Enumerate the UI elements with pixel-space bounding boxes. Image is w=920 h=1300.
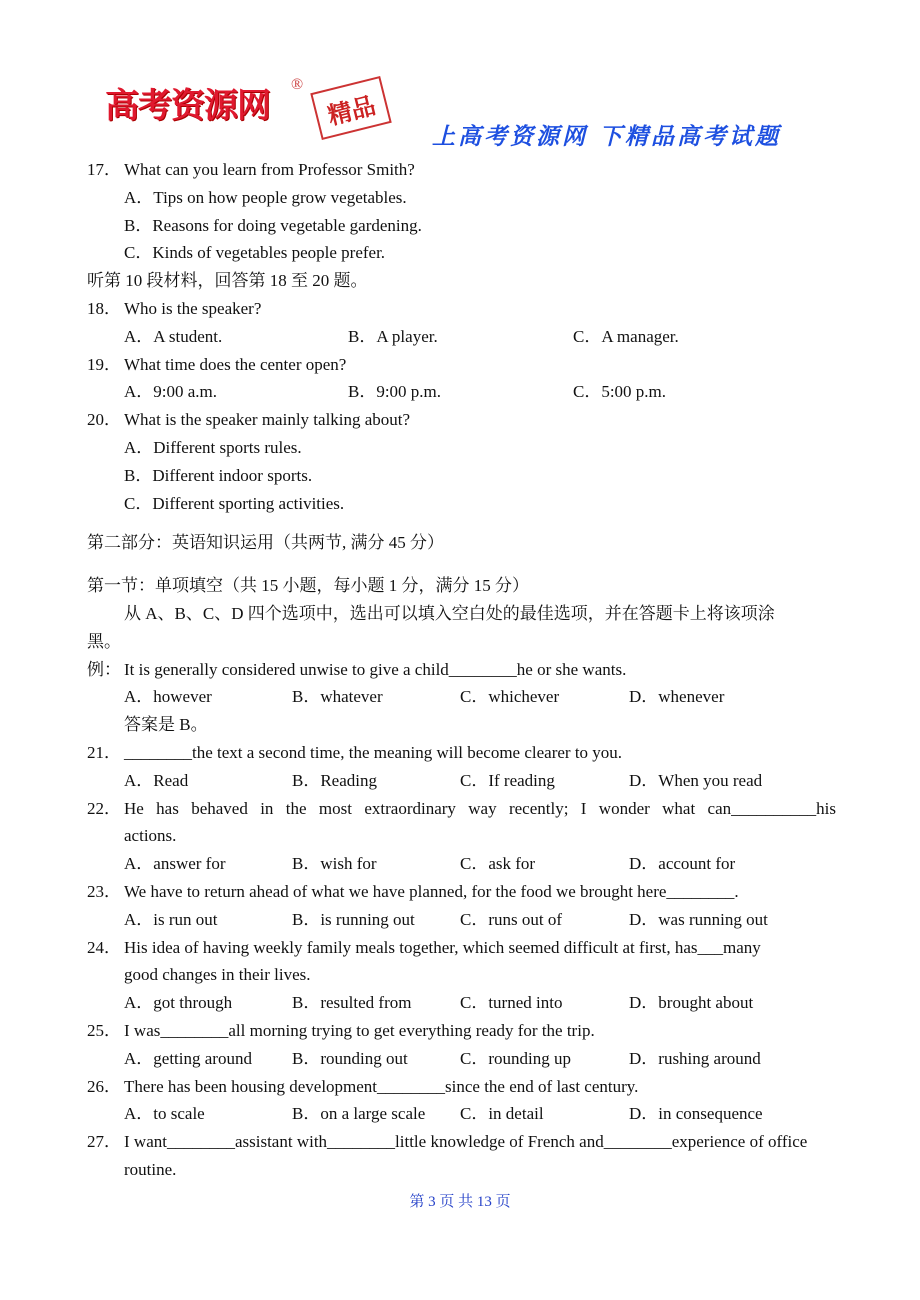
instruction-line bbox=[87, 628, 887, 656]
question-16 bbox=[87, 1073, 887, 1129]
header-slogan: 上高考资源网 下精品高考试题 bbox=[432, 124, 782, 150]
question-text: ________the text a second time, the meaning will become clearer to you. bbox=[124, 742, 623, 762]
question-number: 17． bbox=[87, 160, 121, 179]
options-row bbox=[87, 683, 887, 711]
question-number: 26． bbox=[87, 1076, 121, 1096]
question-line bbox=[87, 1128, 887, 1156]
options-row bbox=[87, 906, 887, 934]
question-line bbox=[87, 822, 887, 850]
answer-option: C．turned into bbox=[460, 993, 563, 1013]
answer-option: B．rounding out bbox=[292, 1048, 408, 1068]
instruction-line bbox=[87, 572, 887, 600]
answer-option: B．Different indoor sports. bbox=[124, 465, 313, 485]
question-text: actions. bbox=[124, 826, 177, 846]
answer-option: A．9:00 a.m. bbox=[124, 382, 218, 402]
question-text: routine. bbox=[124, 1159, 177, 1179]
question-text: Who is the speaker? bbox=[124, 298, 262, 318]
question-0 bbox=[87, 156, 887, 267]
question-number: 24． bbox=[87, 937, 121, 957]
answer-option: C．A manager. bbox=[573, 326, 679, 346]
instruction-text: 第二部分：英语知识运用（共两节, 满分 45 分） bbox=[87, 533, 444, 553]
answer-option: C．ask for bbox=[460, 854, 536, 874]
answer-option: C．whichever bbox=[460, 687, 560, 707]
question-text: I want________assistant with________little knowledge of French and________experience of office bbox=[124, 1132, 808, 1152]
options-row bbox=[87, 767, 887, 795]
answer-option: D．account for bbox=[629, 854, 736, 874]
instruction-text: 答案是 B。 bbox=[124, 715, 208, 735]
answer-option: D．whenever bbox=[629, 687, 725, 707]
answer-option: C．5:00 p.m. bbox=[573, 382, 667, 402]
answer-option: B．is running out bbox=[292, 909, 415, 929]
question-15 bbox=[87, 1017, 887, 1073]
answer-option: D．in consequence bbox=[629, 1104, 763, 1124]
answer-option: A．answer for bbox=[124, 854, 226, 874]
question-line bbox=[87, 656, 887, 684]
question-line bbox=[87, 934, 887, 962]
answer-option: B．wish for bbox=[292, 854, 377, 874]
question-text: It is generally considered unwise to give a child________he or she wants. bbox=[124, 659, 627, 679]
answer-option: B．on a large scale bbox=[292, 1104, 426, 1124]
question-text: What time does the center open? bbox=[124, 354, 347, 374]
page-footer: 第 3 页 共 13 页 bbox=[409, 1194, 511, 1210]
question-line bbox=[87, 878, 887, 906]
option-line bbox=[87, 212, 887, 240]
question-number: 19． bbox=[87, 354, 121, 374]
question-number: 21． bbox=[87, 742, 121, 762]
question-line bbox=[87, 1156, 887, 1184]
question-number: 23． bbox=[87, 881, 121, 901]
options-row bbox=[87, 850, 887, 878]
question-2 bbox=[87, 295, 887, 351]
instruction-line bbox=[87, 267, 887, 295]
answer-option: D．brought about bbox=[629, 993, 754, 1013]
options-row bbox=[87, 1100, 887, 1128]
answer-option: C．rounding up bbox=[460, 1048, 571, 1068]
answer-option: A．getting around bbox=[124, 1048, 252, 1068]
answer-option: B．resulted from bbox=[292, 993, 412, 1013]
question-line bbox=[87, 739, 887, 767]
registered-mark: ® bbox=[291, 76, 304, 93]
exam-content bbox=[87, 156, 887, 1184]
question-number: 18． bbox=[87, 298, 121, 318]
instruction-text: 黑。 bbox=[87, 631, 121, 651]
question-text: His idea of having weekly family meals together, which seemed difficult at first, has___many bbox=[124, 937, 761, 957]
answer-option: D．rushing around bbox=[629, 1048, 761, 1068]
question-text: There has been housing development________since the end of last century. bbox=[124, 1076, 639, 1096]
answer-option: B．Reasons for doing vegetable gardening. bbox=[124, 215, 422, 235]
instruction-text: 听第 10 段材料，回答第 18 至 20 题。 bbox=[87, 271, 368, 291]
option-line bbox=[87, 490, 887, 518]
question-9 bbox=[87, 656, 887, 712]
instruction-line bbox=[87, 711, 887, 739]
question-number: 27． bbox=[87, 1132, 121, 1152]
answer-option: A．however bbox=[124, 687, 212, 707]
answer-option: B．whatever bbox=[292, 687, 383, 707]
options-row bbox=[87, 323, 887, 351]
question-number: 例： bbox=[87, 659, 121, 679]
answer-option: C．runs out of bbox=[460, 909, 562, 929]
question-text: I was________all morning trying to get everything ready for the trip. bbox=[124, 1020, 595, 1040]
question-17 bbox=[87, 1128, 887, 1184]
answer-option: C．in detail bbox=[460, 1104, 544, 1124]
question-line bbox=[87, 351, 887, 379]
question-line bbox=[87, 795, 887, 823]
question-number: 20． bbox=[87, 410, 121, 430]
answer-option: A．Read bbox=[124, 770, 189, 790]
question-line bbox=[87, 295, 887, 323]
answer-option: B．A player. bbox=[348, 326, 438, 346]
option-line bbox=[87, 462, 887, 490]
instruction-text: 从 A、B、C、D 四个选项中，选出可以填入空白处的最佳选项，并在答题卡上将该项涂 bbox=[124, 603, 775, 623]
options-row bbox=[87, 378, 887, 406]
options-row bbox=[87, 1045, 887, 1073]
answer-option: D．was running out bbox=[629, 909, 768, 929]
question-line bbox=[87, 156, 887, 184]
question-line bbox=[87, 406, 887, 434]
question-text: What can you learn from Professor Smith? bbox=[124, 160, 415, 179]
answer-option: C．Kinds of vegetables people prefer. bbox=[124, 243, 386, 263]
answer-option: B．Reading bbox=[292, 770, 377, 790]
site-logo bbox=[105, 72, 405, 152]
question-3 bbox=[87, 351, 887, 407]
question-11 bbox=[87, 739, 887, 795]
logo-text: 高考资源网 bbox=[105, 86, 270, 126]
options-row bbox=[87, 989, 887, 1017]
answer-option: A．Tips on how people grow vegetables. bbox=[124, 187, 407, 207]
answer-option: A．Different sports rules. bbox=[124, 437, 302, 457]
question-14 bbox=[87, 934, 887, 1017]
question-number: 22． bbox=[87, 798, 121, 818]
question-line bbox=[87, 1073, 887, 1101]
option-line bbox=[87, 184, 887, 212]
question-text: What is the speaker mainly talking about? bbox=[124, 410, 411, 430]
section-heading bbox=[87, 529, 887, 557]
answer-option: C．If reading bbox=[460, 770, 555, 790]
question-text: good changes in their lives. bbox=[124, 965, 311, 985]
answer-option: A．A student. bbox=[124, 326, 223, 346]
option-line bbox=[87, 239, 887, 267]
answer-option: A．to scale bbox=[124, 1104, 205, 1124]
question-4 bbox=[87, 406, 887, 517]
logo-stamp: 精品 bbox=[310, 76, 391, 140]
instruction-text: 第一节：单项填空（共 15 小题，每小题 1 分，满分 15 分） bbox=[87, 576, 529, 596]
question-line bbox=[87, 961, 887, 989]
instruction-line bbox=[87, 600, 887, 628]
answer-option: A．got through bbox=[124, 993, 233, 1013]
question-13 bbox=[87, 878, 887, 934]
answer-option: D．When you read bbox=[629, 770, 763, 790]
question-12 bbox=[87, 795, 887, 878]
answer-option: C．Different sporting activities. bbox=[124, 493, 345, 513]
answer-option: B．9:00 p.m. bbox=[348, 382, 442, 402]
option-line bbox=[87, 434, 887, 462]
question-number: 25． bbox=[87, 1020, 121, 1040]
question-line bbox=[87, 1017, 887, 1045]
answer-option: A．is run out bbox=[124, 909, 218, 929]
question-text: We have to return ahead of what we have planned, for the food we brought here________. bbox=[124, 881, 739, 901]
question-text: He has behaved in the most extraordinary way recently; I wonder what can__________his bbox=[124, 798, 836, 818]
